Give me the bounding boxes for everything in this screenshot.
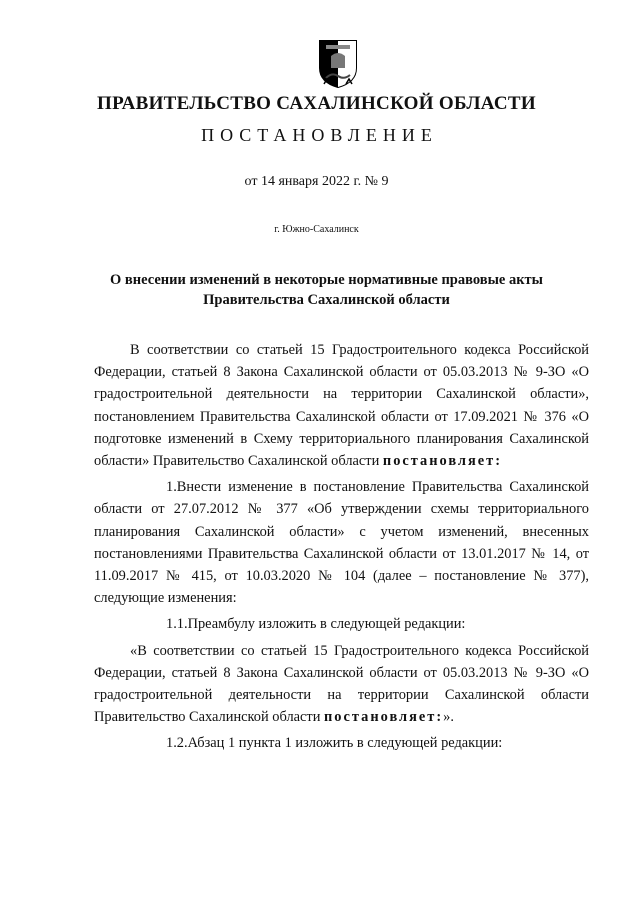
preamble-paragraph bbox=[94, 339, 589, 472]
item-1-2-number: 1.2. bbox=[166, 735, 188, 752]
quote-end: ». bbox=[443, 709, 454, 726]
quoted-preamble-paragraph bbox=[94, 640, 589, 729]
document-date-number: от 14 января 2022 г. № 9 bbox=[244, 174, 389, 189]
item-1-2-paragraph bbox=[94, 732, 589, 754]
quoted-decides-keyword: постановляет: bbox=[324, 709, 444, 726]
document-type: ПОСТАНОВЛЕНИЕ bbox=[201, 125, 438, 145]
item-1-paragraph bbox=[94, 476, 589, 609]
item-1-1-text: Преамбулу изложить в следующей редакции: bbox=[187, 616, 466, 633]
document-subject bbox=[60, 270, 593, 310]
item-1-text: Внести изменение в постановление Правительства Сахалинской области от 27.07.2012 № 377 «Об утверждении схемы территориального планирования Сахалинской области» с учетом изменений, внесенных постановлениями Правительства Сахалинской области от 13.01.2017 № 14, от 11.09.2017 № 415, от 10.03.2020 № 104 (далее – постановление № 377), следующие изменения: bbox=[94, 479, 589, 607]
quoted-preamble-text: «В соответствии со статьей 15 Градостроительного кодекса Российской Федерации, статьей 8 Закона Сахалинской области от 05.03.2013 № 9-ЗО «О градостроительной деятельности на территории Сахалинской области Правительство Сахалинской области bbox=[94, 642, 589, 726]
preamble-text: В соответствии со статьей 15 Градостроительного кодекса Российской Федерации, статьей 8 Закона Сахалинской области от 05.03.2013 № 9-ЗО «О градостроительной деятельности на территории Сахалинской области», постановлением Правительства Сахалинской области от 17.09.2021 № 376 «О подготовке изменений в Схему территориального планирования Сахалинской области» Правительство Сахалинской области bbox=[94, 342, 589, 470]
decides-keyword: постановляет: bbox=[382, 453, 503, 470]
sakhalin-coat-of-arms-icon bbox=[314, 38, 362, 88]
subject-line-1: О внесении изменений в некоторые нормативные правовые акты bbox=[110, 272, 543, 288]
document-body bbox=[94, 339, 589, 755]
government-title: ПРАВИТЕЛЬСТВО САХАЛИНСКОЙ ОБЛАСТИ bbox=[97, 93, 536, 114]
subject-line-2: Правительства Сахалинской области bbox=[203, 292, 450, 308]
item-1-1-number: 1.1. bbox=[166, 616, 188, 633]
item-1-1-paragraph bbox=[94, 613, 589, 635]
item-1-number: 1. bbox=[166, 479, 177, 496]
city: г. Южно-Сахалинск bbox=[274, 224, 359, 235]
item-1-2-text: Абзац 1 пункта 1 изложить в следующей редакции: bbox=[187, 735, 503, 752]
